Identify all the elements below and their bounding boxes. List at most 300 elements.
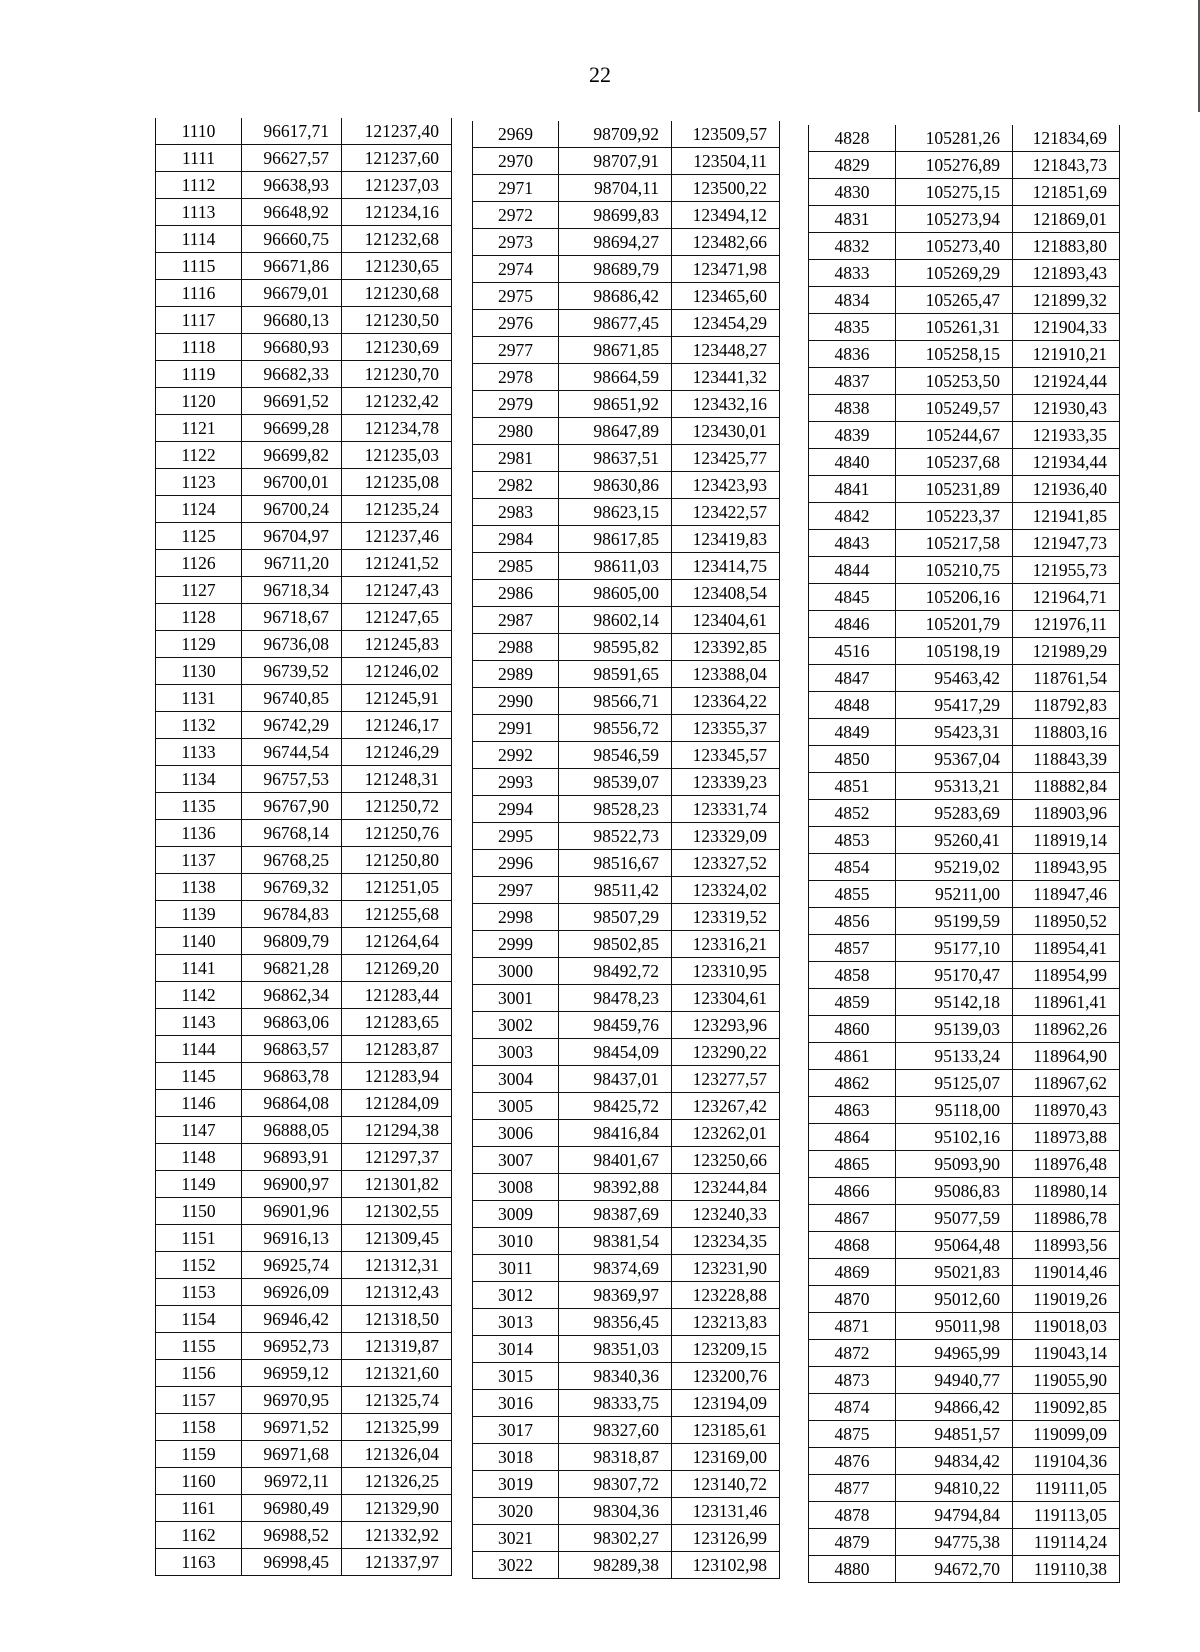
y-coordinate-cell: 123494,12: [672, 202, 780, 229]
point-number-cell: 1158: [156, 1414, 242, 1441]
point-number-cell: 4876: [809, 1448, 896, 1475]
point-number-cell: 4869: [809, 1259, 896, 1286]
point-number-cell: 1112: [156, 172, 242, 199]
point-number-cell: 1131: [156, 685, 242, 712]
x-coordinate-cell: 95283,69: [896, 800, 1013, 827]
table-row: [473, 445, 780, 472]
x-coordinate-cell: 94866,42: [896, 1394, 1013, 1421]
y-coordinate-cell: 119104,36: [1013, 1448, 1120, 1475]
y-coordinate-cell: 123290,22: [672, 1039, 780, 1066]
table-row: [809, 908, 1120, 935]
x-coordinate-cell: 95118,00: [896, 1097, 1013, 1124]
x-coordinate-cell: 98611,03: [559, 553, 672, 580]
y-coordinate-cell: 123277,57: [672, 1066, 780, 1093]
point-number-cell: 4880: [809, 1556, 896, 1583]
point-number-cell: 2996: [473, 850, 559, 877]
point-number-cell: 1121: [156, 415, 242, 442]
x-coordinate-cell: 95133,24: [896, 1043, 1013, 1070]
point-number-cell: 1147: [156, 1117, 242, 1144]
x-coordinate-cell: 96679,01: [242, 280, 342, 307]
x-coordinate-cell: 96888,05: [242, 1117, 342, 1144]
y-coordinate-cell: 118947,46: [1013, 881, 1120, 908]
x-coordinate-cell: 95423,31: [896, 719, 1013, 746]
y-coordinate-cell: 118954,41: [1013, 935, 1120, 962]
x-coordinate-cell: 98647,89: [559, 418, 672, 445]
point-number-cell: 4879: [809, 1529, 896, 1556]
x-coordinate-cell: 105237,68: [896, 449, 1013, 476]
table-row: [473, 634, 780, 661]
x-coordinate-cell: 96660,75: [242, 226, 342, 253]
y-coordinate-cell: 121230,50: [342, 307, 452, 334]
table-row: [156, 496, 452, 523]
table-row: [809, 1178, 1120, 1205]
x-coordinate-cell: 105276,89: [896, 152, 1013, 179]
y-coordinate-cell: 121294,38: [342, 1117, 452, 1144]
x-coordinate-cell: 98664,59: [559, 364, 672, 391]
point-number-cell: 4854: [809, 854, 896, 881]
point-number-cell: 4516: [809, 638, 896, 665]
point-number-cell: 1132: [156, 712, 242, 739]
table-row: [809, 1421, 1120, 1448]
table-row: [809, 395, 1120, 422]
table-row: [473, 1174, 780, 1201]
point-number-cell: 4861: [809, 1043, 896, 1070]
x-coordinate-cell: 96704,97: [242, 523, 342, 550]
point-number-cell: 4847: [809, 665, 896, 692]
y-coordinate-cell: 118993,56: [1013, 1232, 1120, 1259]
y-coordinate-cell: 121283,87: [342, 1036, 452, 1063]
point-number-cell: 3021: [473, 1525, 559, 1552]
x-coordinate-cell: 96893,91: [242, 1144, 342, 1171]
table-row: [809, 1124, 1120, 1151]
table-row: [156, 1036, 452, 1063]
point-number-cell: 4849: [809, 719, 896, 746]
point-number-cell: 4857: [809, 935, 896, 962]
table-row: [156, 982, 452, 1009]
x-coordinate-cell: 98381,54: [559, 1228, 672, 1255]
y-coordinate-cell: 121312,31: [342, 1252, 452, 1279]
point-number-cell: 3022: [473, 1552, 559, 1579]
y-coordinate-cell: 121904,33: [1013, 314, 1120, 341]
y-coordinate-cell: 121237,40: [342, 118, 452, 145]
y-coordinate-cell: 121930,43: [1013, 395, 1120, 422]
x-coordinate-cell: 96988,52: [242, 1522, 342, 1549]
y-coordinate-cell: 121326,04: [342, 1441, 452, 1468]
point-number-cell: 3019: [473, 1471, 559, 1498]
table-row: [473, 121, 780, 148]
y-coordinate-cell: 118903,96: [1013, 800, 1120, 827]
point-number-cell: 1141: [156, 955, 242, 982]
x-coordinate-cell: 96980,49: [242, 1495, 342, 1522]
point-number-cell: 1115: [156, 253, 242, 280]
point-number-cell: 1142: [156, 982, 242, 1009]
point-number-cell: 1137: [156, 847, 242, 874]
x-coordinate-cell: 98459,76: [559, 1012, 672, 1039]
table-row: [809, 179, 1120, 206]
x-coordinate-cell: 96901,96: [242, 1198, 342, 1225]
y-coordinate-cell: 123267,42: [672, 1093, 780, 1120]
y-coordinate-cell: 121936,40: [1013, 476, 1120, 503]
y-coordinate-cell: 118803,16: [1013, 719, 1120, 746]
y-coordinate-cell: 121232,68: [342, 226, 452, 253]
table-row: [473, 796, 780, 823]
table-row: [156, 307, 452, 334]
table-row: [809, 1394, 1120, 1421]
table-row: [473, 607, 780, 634]
point-number-cell: 1149: [156, 1171, 242, 1198]
y-coordinate-cell: 121321,60: [342, 1360, 452, 1387]
x-coordinate-cell: 96784,83: [242, 901, 342, 928]
x-coordinate-cell: 98492,72: [559, 958, 672, 985]
point-number-cell: 2997: [473, 877, 559, 904]
table-row: [809, 1475, 1120, 1502]
table-row: [156, 712, 452, 739]
y-coordinate-cell: 121248,31: [342, 766, 452, 793]
y-coordinate-cell: 121924,44: [1013, 368, 1120, 395]
point-number-cell: 4859: [809, 989, 896, 1016]
table-row: [809, 719, 1120, 746]
coordinates-table-1: [155, 118, 452, 1576]
x-coordinate-cell: 95463,42: [896, 665, 1013, 692]
y-coordinate-cell: 123102,98: [672, 1552, 780, 1579]
x-coordinate-cell: 105231,89: [896, 476, 1013, 503]
table-row: [809, 557, 1120, 584]
point-number-cell: 2980: [473, 418, 559, 445]
x-coordinate-cell: 98289,38: [559, 1552, 672, 1579]
table-row: [809, 1016, 1120, 1043]
x-coordinate-cell: 105210,75: [896, 557, 1013, 584]
point-number-cell: 1135: [156, 793, 242, 820]
x-coordinate-cell: 98416,84: [559, 1120, 672, 1147]
table-row: [156, 388, 452, 415]
table-row: [156, 172, 452, 199]
table-row: [809, 773, 1120, 800]
x-coordinate-cell: 96900,97: [242, 1171, 342, 1198]
x-coordinate-cell: 94834,42: [896, 1448, 1013, 1475]
x-coordinate-cell: 96862,34: [242, 982, 342, 1009]
table-row: [156, 1549, 452, 1576]
point-number-cell: 1154: [156, 1306, 242, 1333]
x-coordinate-cell: 94940,77: [896, 1367, 1013, 1394]
point-number-cell: 1130: [156, 658, 242, 685]
point-number-cell: 4858: [809, 962, 896, 989]
point-number-cell: 1122: [156, 442, 242, 469]
x-coordinate-cell: 98425,72: [559, 1093, 672, 1120]
point-number-cell: 2978: [473, 364, 559, 391]
x-coordinate-cell: 98595,82: [559, 634, 672, 661]
table-row: [809, 1043, 1120, 1070]
point-number-cell: 4863: [809, 1097, 896, 1124]
y-coordinate-cell: 123345,57: [672, 742, 780, 769]
x-coordinate-cell: 96769,32: [242, 874, 342, 901]
point-number-cell: 2992: [473, 742, 559, 769]
table-row: [473, 1120, 780, 1147]
table-row: [809, 935, 1120, 962]
point-number-cell: 1128: [156, 604, 242, 631]
x-coordinate-cell: 96736,08: [242, 631, 342, 658]
point-number-cell: 2979: [473, 391, 559, 418]
point-number-cell: 4832: [809, 233, 896, 260]
x-coordinate-cell: 96699,82: [242, 442, 342, 469]
y-coordinate-cell: 123423,93: [672, 472, 780, 499]
point-number-cell: 1143: [156, 1009, 242, 1036]
x-coordinate-cell: 98333,75: [559, 1390, 672, 1417]
point-number-cell: 4838: [809, 395, 896, 422]
y-coordinate-cell: 121329,90: [342, 1495, 452, 1522]
table-row: [809, 287, 1120, 314]
x-coordinate-cell: 95011,98: [896, 1313, 1013, 1340]
x-coordinate-cell: 94810,22: [896, 1475, 1013, 1502]
table-row: [156, 442, 452, 469]
x-coordinate-cell: 98528,23: [559, 796, 672, 823]
x-coordinate-cell: 96864,08: [242, 1090, 342, 1117]
x-coordinate-cell: 105249,57: [896, 395, 1013, 422]
table-row: [156, 1198, 452, 1225]
y-coordinate-cell: 121247,43: [342, 577, 452, 604]
x-coordinate-cell: 98539,07: [559, 769, 672, 796]
table-row: [473, 688, 780, 715]
x-coordinate-cell: 95367,04: [896, 746, 1013, 773]
point-number-cell: 1146: [156, 1090, 242, 1117]
y-coordinate-cell: 123140,72: [672, 1471, 780, 1498]
point-number-cell: 4865: [809, 1151, 896, 1178]
table-row: [473, 1471, 780, 1498]
table-row: [156, 118, 452, 145]
y-coordinate-cell: 123131,46: [672, 1498, 780, 1525]
y-coordinate-cell: 123319,52: [672, 904, 780, 931]
y-coordinate-cell: 123244,84: [672, 1174, 780, 1201]
point-number-cell: 2998: [473, 904, 559, 931]
table-row: [473, 1093, 780, 1120]
point-number-cell: 4831: [809, 206, 896, 233]
point-number-cell: 2986: [473, 580, 559, 607]
y-coordinate-cell: 121318,50: [342, 1306, 452, 1333]
point-number-cell: 1119: [156, 361, 242, 388]
y-coordinate-cell: 121250,76: [342, 820, 452, 847]
table-row: [809, 1502, 1120, 1529]
y-coordinate-cell: 121241,52: [342, 550, 452, 577]
table-row: [156, 685, 452, 712]
y-coordinate-cell: 118973,88: [1013, 1124, 1120, 1151]
point-number-cell: 1140: [156, 928, 242, 955]
y-coordinate-cell: 121325,74: [342, 1387, 452, 1414]
point-number-cell: 1134: [156, 766, 242, 793]
y-coordinate-cell: 118882,84: [1013, 773, 1120, 800]
point-number-cell: 4862: [809, 1070, 896, 1097]
x-coordinate-cell: 98392,88: [559, 1174, 672, 1201]
table-row: [809, 449, 1120, 476]
point-number-cell: 3007: [473, 1147, 559, 1174]
x-coordinate-cell: 98699,83: [559, 202, 672, 229]
y-coordinate-cell: 121332,92: [342, 1522, 452, 1549]
y-coordinate-cell: 123482,66: [672, 229, 780, 256]
point-number-cell: 2990: [473, 688, 559, 715]
table-row: [156, 604, 452, 631]
y-coordinate-cell: 121246,29: [342, 739, 452, 766]
point-number-cell: 4850: [809, 746, 896, 773]
point-number-cell: 1152: [156, 1252, 242, 1279]
table-row: [156, 280, 452, 307]
x-coordinate-cell: 96946,42: [242, 1306, 342, 1333]
point-number-cell: 1123: [156, 469, 242, 496]
point-number-cell: 4872: [809, 1340, 896, 1367]
table-row: [156, 1306, 452, 1333]
table-row: [473, 418, 780, 445]
x-coordinate-cell: 95021,83: [896, 1259, 1013, 1286]
point-number-cell: 4875: [809, 1421, 896, 1448]
point-number-cell: 1117: [156, 307, 242, 334]
y-coordinate-cell: 123304,61: [672, 985, 780, 1012]
coordinates-table-2: [472, 121, 780, 1579]
table-row: [809, 1151, 1120, 1178]
y-coordinate-cell: 121264,64: [342, 928, 452, 955]
x-coordinate-cell: 105281,26: [896, 125, 1013, 152]
table-row: [809, 800, 1120, 827]
table-row: [156, 550, 452, 577]
table-row: [156, 1225, 452, 1252]
y-coordinate-cell: 118967,62: [1013, 1070, 1120, 1097]
y-coordinate-cell: 121251,05: [342, 874, 452, 901]
x-coordinate-cell: 98304,36: [559, 1498, 672, 1525]
table-row: [473, 1228, 780, 1255]
point-number-cell: 4874: [809, 1394, 896, 1421]
x-coordinate-cell: 98671,85: [559, 337, 672, 364]
x-coordinate-cell: 95170,47: [896, 962, 1013, 989]
y-coordinate-cell: 121947,73: [1013, 530, 1120, 557]
point-number-cell: 4835: [809, 314, 896, 341]
table-row: [809, 1070, 1120, 1097]
point-number-cell: 4853: [809, 827, 896, 854]
x-coordinate-cell: 95219,02: [896, 854, 1013, 881]
table-row: [809, 1448, 1120, 1475]
x-coordinate-cell: 96638,93: [242, 172, 342, 199]
point-number-cell: 2991: [473, 715, 559, 742]
y-coordinate-cell: 123441,32: [672, 364, 780, 391]
point-number-cell: 4840: [809, 449, 896, 476]
x-coordinate-cell: 98507,29: [559, 904, 672, 931]
point-number-cell: 4864: [809, 1124, 896, 1151]
table-row: [809, 1340, 1120, 1367]
x-coordinate-cell: 98401,67: [559, 1147, 672, 1174]
x-coordinate-cell: 98605,00: [559, 580, 672, 607]
x-coordinate-cell: 96742,29: [242, 712, 342, 739]
point-number-cell: 1155: [156, 1333, 242, 1360]
y-coordinate-cell: 119099,09: [1013, 1421, 1120, 1448]
point-number-cell: 3011: [473, 1255, 559, 1282]
table-row: [473, 256, 780, 283]
x-coordinate-cell: 98686,42: [559, 283, 672, 310]
x-coordinate-cell: 98369,97: [559, 1282, 672, 1309]
y-coordinate-cell: 121283,94: [342, 1063, 452, 1090]
table-row: [473, 661, 780, 688]
table-row: [473, 1039, 780, 1066]
table-row: [809, 125, 1120, 152]
table-row: [809, 962, 1120, 989]
point-number-cell: 3009: [473, 1201, 559, 1228]
table-row: [473, 1201, 780, 1228]
x-coordinate-cell: 98556,72: [559, 715, 672, 742]
x-coordinate-cell: 105244,67: [896, 422, 1013, 449]
table-row: [809, 1205, 1120, 1232]
table-row: [156, 1090, 452, 1117]
x-coordinate-cell: 98617,85: [559, 526, 672, 553]
x-coordinate-cell: 96648,92: [242, 199, 342, 226]
x-coordinate-cell: 95417,29: [896, 692, 1013, 719]
y-coordinate-cell: 121230,70: [342, 361, 452, 388]
table-row: [156, 793, 452, 820]
y-coordinate-cell: 121976,11: [1013, 611, 1120, 638]
table-row: [473, 472, 780, 499]
table-row: [473, 526, 780, 553]
table-row: [473, 1255, 780, 1282]
point-number-cell: 2993: [473, 769, 559, 796]
y-coordinate-cell: 121834,69: [1013, 125, 1120, 152]
point-number-cell: 1113: [156, 199, 242, 226]
table-row: [473, 1498, 780, 1525]
point-number-cell: 2976: [473, 310, 559, 337]
x-coordinate-cell: 98546,59: [559, 742, 672, 769]
x-coordinate-cell: 105258,15: [896, 341, 1013, 368]
y-coordinate-cell: 119092,85: [1013, 1394, 1120, 1421]
x-coordinate-cell: 105206,16: [896, 584, 1013, 611]
point-number-cell: 2975: [473, 283, 559, 310]
x-coordinate-cell: 95177,10: [896, 935, 1013, 962]
table-row: [156, 226, 452, 253]
point-number-cell: 1151: [156, 1225, 242, 1252]
point-number-cell: 4843: [809, 530, 896, 557]
point-number-cell: 4855: [809, 881, 896, 908]
point-number-cell: 4846: [809, 611, 896, 638]
table-row: [473, 364, 780, 391]
table-row: [156, 901, 452, 928]
table-row: [156, 631, 452, 658]
y-coordinate-cell: 119110,38: [1013, 1556, 1120, 1583]
x-coordinate-cell: 96718,34: [242, 577, 342, 604]
table-row: [156, 1387, 452, 1414]
point-number-cell: 3004: [473, 1066, 559, 1093]
x-coordinate-cell: 98387,69: [559, 1201, 672, 1228]
table-row: [473, 1336, 780, 1363]
table-row: [473, 1066, 780, 1093]
x-coordinate-cell: 98677,45: [559, 310, 672, 337]
y-coordinate-cell: 121297,37: [342, 1144, 452, 1171]
table-row: [473, 310, 780, 337]
point-number-cell: 1116: [156, 280, 242, 307]
table-row: [809, 827, 1120, 854]
table-row: [809, 206, 1120, 233]
x-coordinate-cell: 94775,38: [896, 1529, 1013, 1556]
table-row: [156, 1468, 452, 1495]
y-coordinate-cell: 121247,65: [342, 604, 452, 631]
x-coordinate-cell: 105273,94: [896, 206, 1013, 233]
point-number-cell: 3015: [473, 1363, 559, 1390]
y-coordinate-cell: 121312,43: [342, 1279, 452, 1306]
table-row: [156, 847, 452, 874]
point-number-cell: 4873: [809, 1367, 896, 1394]
point-number-cell: 4878: [809, 1502, 896, 1529]
x-coordinate-cell: 98522,73: [559, 823, 672, 850]
y-coordinate-cell: 121245,83: [342, 631, 452, 658]
x-coordinate-cell: 94851,57: [896, 1421, 1013, 1448]
x-coordinate-cell: 96718,67: [242, 604, 342, 631]
x-coordinate-cell: 96739,52: [242, 658, 342, 685]
table-row: [156, 1117, 452, 1144]
y-coordinate-cell: 118843,39: [1013, 746, 1120, 773]
y-coordinate-cell: 121237,60: [342, 145, 452, 172]
y-coordinate-cell: 119113,05: [1013, 1502, 1120, 1529]
table-row: [473, 1552, 780, 1579]
point-number-cell: 3020: [473, 1498, 559, 1525]
